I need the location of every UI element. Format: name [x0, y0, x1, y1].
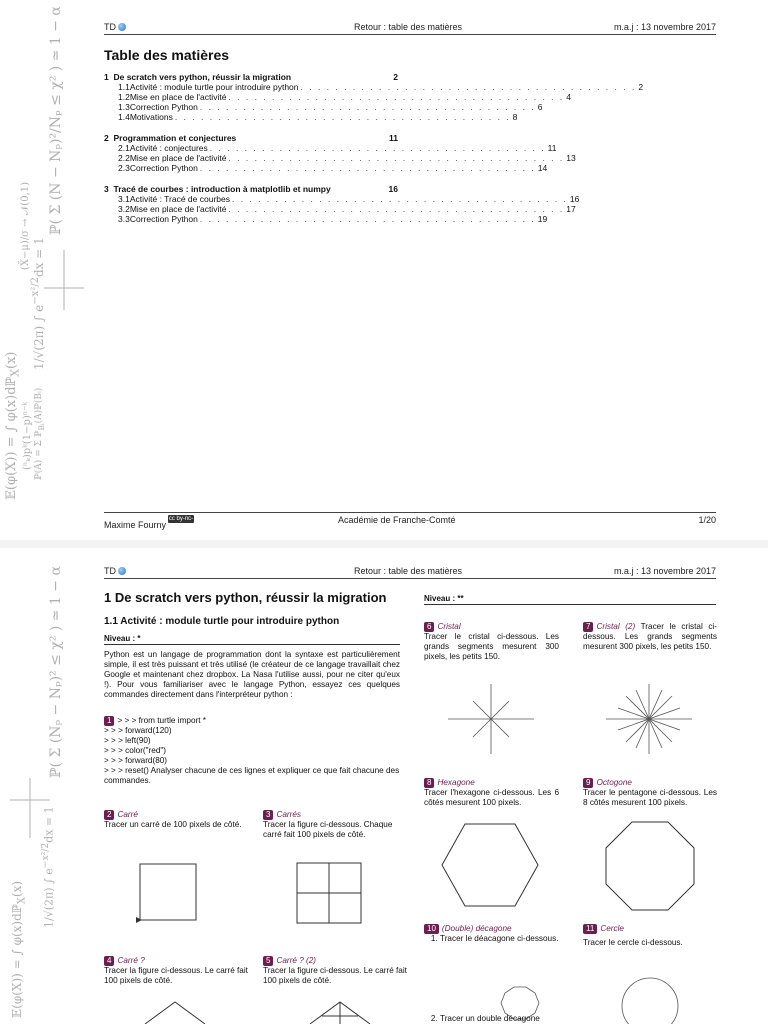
- intro-paragraph: Python est un langage de programmation dont la syntaxe est particulièrement simple, il est très puissant et très utilisé (le créateur de ce langage travaillait chez Google et maintenant chez dropbox. La Nasa l'utilise aussi, pour ne citer qu'eux !). Pour vous familiariser avec le langage Python, essayez ces quelques commandes directement dans l'interpréteur python :: [104, 650, 400, 699]
- formula-expectation-2: 𝔼(φ(X)) = ∫ φ(x)dℙ$_X$(x): [10, 880, 28, 1018]
- footer-author: Maxime Fourny: [104, 520, 167, 530]
- toc-section-2[interactable]: [104, 133, 398, 143]
- toc-entry-3-1[interactable]: [104, 194, 580, 204]
- toc-entry-number: 2.1: [118, 143, 130, 153]
- toc-entry-page: 2: [638, 82, 644, 92]
- toc-section-page: 2: [393, 72, 398, 82]
- exercise-title: Cristal (2): [596, 622, 636, 631]
- toc-leader-dots: . . . . . . . . . . . . . . . . . . . . . . . . . . . . . . . . . . . . . . .: [232, 194, 568, 204]
- toc-section-3[interactable]: [104, 184, 398, 194]
- toc-entry-page: 16: [569, 194, 580, 204]
- toc-entry-3-2[interactable]: [104, 204, 576, 214]
- toc-entry-2-1[interactable]: [104, 143, 557, 153]
- license-badge-icon: cc by-nc-sa: [168, 516, 194, 530]
- exercise-title: Cristal: [437, 622, 461, 631]
- exercise-text: Tracer la figure ci-dessous. Le carré fait 100 pixels de côté.: [263, 966, 407, 985]
- exercise-text: Tracer le cristal ci-dessous. Les grands segments mesurent 300 pixels, les petits 150.: [583, 622, 717, 651]
- toc-entry-number: 3.1: [118, 194, 130, 204]
- exercise-badge: 6: [424, 622, 434, 632]
- toc-title: Table des matières: [104, 47, 230, 63]
- exercise-badge: 3: [263, 810, 273, 820]
- axis-sketch: [44, 250, 84, 310]
- header-center-link[interactable]: Retour : table des matières: [354, 22, 463, 32]
- exercise-title: Carré: [117, 810, 138, 819]
- exercise-badge: 11: [583, 924, 597, 934]
- exercise-10-item-2: [424, 1014, 562, 1024]
- header-rule: [104, 34, 716, 35]
- toc-entry-title: Activité : conjectures: [129, 143, 208, 153]
- exercise-title: Carré ?: [117, 956, 145, 965]
- code-line: > > > reset() Analyser chacune de ces lignes et expliquer ce que fait chacune des commandes.: [104, 766, 400, 785]
- footer-institution: Académie de Franche-Comté: [338, 515, 456, 525]
- toc-entry-page: 13: [566, 153, 576, 163]
- header-td-label: TD: [104, 22, 116, 32]
- toc-section-title: Programmation et conjectures: [113, 133, 237, 143]
- toc-entry-1-2[interactable]: [104, 92, 571, 102]
- toc-entry-number: 3.3: [118, 214, 130, 224]
- exercise-title: (Double) décagone: [441, 924, 512, 933]
- toc-leader-dots: . . . . . . . . . . . . . . . . . . . . . . . . . . . . . . . . . . . . . . .: [209, 143, 546, 153]
- header-td-label: TD: [104, 566, 116, 576]
- figure-circle: [620, 974, 680, 1024]
- exercise-text: Tracer la figure ci-dessous. Chaque carré fait 100 pixels de côté.: [263, 820, 393, 839]
- exercise-6: [424, 622, 559, 662]
- formula-binomial: (ⁿₖ)pᵏ(1−p)ⁿ⁻ᵏ: [22, 401, 33, 470]
- decorative-formula-margin-2: [0, 548, 90, 1024]
- toc-entry-page: 4: [566, 92, 571, 102]
- toc-leader-dots: . . . . . . . . . . . . . . . . . . . . . . . . . . . . . . . . . . . . . . .: [174, 112, 511, 122]
- toc-section-title: De scratch vers python, réussir la migration: [113, 72, 292, 82]
- page-separator: [0, 540, 768, 548]
- toc-section-page: 11: [389, 133, 398, 143]
- formula-total-prob: ℙ(A) = Σ ℙ$_{Bᵢ}$(A)ℙ(Bᵢ): [34, 387, 46, 480]
- toc-leader-dots: . . . . . . . . . . . . . . . . . . . . . . . . . . . . . . . . . . . . . . .: [199, 163, 536, 173]
- toc-entry-title: Motivations: [129, 112, 173, 122]
- formula-clt: (X̄−μ)/σ → 𝒩(0,1): [20, 181, 31, 270]
- toc-entry-page: 17: [566, 204, 576, 214]
- figure-crystal: [448, 682, 534, 756]
- figure-rotated-square: [135, 1000, 215, 1024]
- figure-four-squares: [292, 860, 364, 926]
- toc-entry-page: 8: [512, 112, 518, 122]
- level-indicator-2: Niveau : **: [424, 594, 716, 605]
- toc-leader-dots: . . . . . . . . . . . . . . . . . . . . . . . . . . . . . . . . . . . . . . .: [199, 214, 536, 224]
- toc-entry-1-4[interactable]: [104, 112, 518, 122]
- toc-entry-3-3[interactable]: [104, 214, 548, 224]
- exercise-badge: 9: [583, 778, 593, 788]
- toc-entry-page: 19: [537, 214, 548, 224]
- toc-entry-title: Mise en place de l'activité: [129, 204, 227, 214]
- exercise-badge: 4: [104, 956, 114, 966]
- header-left-2: [104, 566, 126, 576]
- toc-section-number: 2: [104, 133, 109, 143]
- code-line: > > > forward(120): [104, 726, 172, 735]
- code-block: [104, 716, 400, 786]
- exercise-title: Octogone: [596, 778, 632, 787]
- header-left: [104, 22, 126, 32]
- footer-author-block: [104, 515, 194, 530]
- toc-entry-title: Activité : module turtle pour introduire python: [129, 82, 299, 92]
- toc-entry-number: 2.3: [118, 163, 130, 173]
- figure-square: [130, 862, 200, 924]
- code-line-text: > > > from turtle import *: [117, 716, 206, 725]
- code-line: > > > forward(80): [104, 756, 168, 765]
- figure-octagon: [604, 820, 696, 912]
- exercise-text: Tracer le cercle ci-dessous.: [583, 938, 683, 947]
- figure-hexagon: [440, 820, 540, 910]
- exercise-text: Tracer l'hexagone ci-dessous. Les 6 côtés mesurent 100 pixels.: [424, 788, 559, 807]
- exercise-text: Tracer le pentagone ci-dessous. Les 8 côtés mesurent 100 pixels.: [583, 788, 717, 807]
- toc-entry-2-3[interactable]: [104, 163, 548, 173]
- toc-entry-title: Activité : Tracé de courbes: [129, 194, 230, 204]
- toc-entry-number: 1.2: [118, 92, 130, 102]
- table-of-contents: [104, 72, 644, 224]
- toc-entry-title: Mise en place de l'activité: [129, 92, 227, 102]
- exercise-title: Hexagone: [437, 778, 475, 787]
- figure-rotated-square-with-cross: [300, 1000, 380, 1024]
- toc-leader-dots: . . . . . . . . . . . . . . . . . . . . . . . . . . . . . . . . . . . . . . .: [228, 153, 565, 163]
- axis-sketch-2: [10, 778, 50, 838]
- toc-entry-number: 1.1: [118, 82, 130, 92]
- exercise-5: [263, 956, 413, 986]
- toc-entry-number: 2.2: [118, 153, 130, 163]
- toc-leader-dots: . . . . . . . . . . . . . . . . . . . . . . . . . . . . . . . . . . . . . . .: [300, 82, 637, 92]
- toc-section-title: Tracé de courbes : introduction à matplotlib et numpy: [113, 184, 331, 194]
- toc-entry-title: Correction Python: [129, 102, 198, 112]
- exercise-3: [263, 810, 403, 840]
- toc-entry-title: Correction Python: [129, 214, 198, 224]
- globe-icon[interactable]: [118, 567, 126, 575]
- toc-section-1[interactable]: [104, 72, 398, 82]
- exercise-7: [583, 622, 717, 652]
- header-date-2: m.a.j : 13 novembre 2017: [613, 566, 716, 576]
- toc-leader-dots: . . . . . . . . . . . . . . . . . . . . . . . . . . . . . . . . . . . . . . .: [228, 204, 565, 214]
- toc-entry-2-2[interactable]: [104, 153, 576, 163]
- exercise-badge: 2: [104, 810, 114, 820]
- exercise-text: Tracer le cristal ci-dessous. Les grands segments mesurent 300 pixels, les petits 150.: [424, 632, 559, 661]
- globe-icon[interactable]: [118, 23, 126, 31]
- formula-gauss-2: 1/√(2π) ∫ $e^{-x^2/2}dx = 1$: [40, 806, 56, 928]
- formula-chi2: ℙ( Σ (N − Nₚ)²/Nₚ ≤ χ² ) ≃ 1 − α: [48, 6, 64, 235]
- formula-chi2-2: ℙ( Σ (Nₚ − Nₚ)² ≤ χ² ) ≃ 1 − α: [48, 566, 64, 778]
- section-title: 1 De scratch vers python, réussir la migration: [104, 590, 387, 605]
- toc-section-number: 1: [104, 72, 109, 82]
- header-center-link-2[interactable]: Retour : table des matières: [354, 566, 463, 576]
- header-rule-2: [104, 578, 716, 579]
- toc-entry-number: 3.2: [118, 204, 130, 214]
- toc-section-page: 16: [388, 184, 398, 194]
- toc-leader-dots: . . . . . . . . . . . . . . . . . . . . . . . . . . . . . . . . . . . . . . .: [228, 92, 565, 102]
- exercise-4: [104, 956, 254, 986]
- formula-expectation: 𝔼(φ(X)) = ∫ φ(x)dℙ$_X$(x): [4, 351, 22, 500]
- exercise-title: Carré ? (2): [276, 956, 317, 965]
- exercise-2: [104, 810, 244, 830]
- exercise-title: Cercle: [600, 924, 624, 933]
- figure-crystal-2: [606, 682, 692, 756]
- exercise-text: Tracer la figure ci-dessous. Le carré fait 100 pixels de côté.: [104, 966, 248, 985]
- exercise-item: 1. Tracer le déacagone ci-dessous.: [440, 934, 562, 944]
- toc-section-number: 3: [104, 184, 109, 194]
- toc-entry-1-3[interactable]: [104, 102, 543, 112]
- exercise-badge: 7: [583, 622, 593, 632]
- exercise-badge: 8: [424, 778, 434, 788]
- exercise-badge: 1: [104, 716, 114, 726]
- code-line: > > > left(90): [104, 736, 151, 745]
- exercise-item: 2. Tracer un double décagone: [440, 1014, 562, 1024]
- exercise-text: Tracer un carré de 100 pixels de côté.: [104, 820, 242, 829]
- exercise-badge: 5: [263, 956, 273, 966]
- code-line: [104, 716, 400, 726]
- level-indicator-1: Niveau : *: [104, 634, 400, 645]
- code-line: > > > color("red"): [104, 746, 167, 755]
- footer-rule: [104, 512, 716, 513]
- formula-gauss: 1/√(2π) ∫ $e^{-x^2/2}dx = 1$: [30, 237, 46, 370]
- exercise-10: [424, 924, 562, 944]
- toc-entry-page: 11: [547, 143, 557, 153]
- exercise-badge: 10: [424, 924, 439, 934]
- toc-entry-title: Mise en place de l'activité: [129, 153, 227, 163]
- subsection-title: 1.1 Activité : module turtle pour introduire python: [104, 616, 340, 627]
- exercise-11: [583, 924, 717, 948]
- exercise-8: [424, 778, 559, 808]
- toc-entry-number: 1.3: [118, 102, 130, 112]
- toc-entry-number: 1.4: [118, 112, 130, 122]
- exercise-title: Carrés: [276, 810, 302, 819]
- footer-page-number: 1/20: [698, 515, 716, 525]
- toc-entry-page: 14: [537, 163, 548, 173]
- exercise-9: [583, 778, 717, 808]
- toc-leader-dots: . . . . . . . . . . . . . . . . . . . . . . . . . . . . . . . . . . . . . . .: [199, 102, 536, 112]
- toc-entry-title: Correction Python: [129, 163, 198, 173]
- header-date: m.a.j : 13 novembre 2017: [613, 22, 716, 32]
- toc-entry-1-1[interactable]: [104, 82, 644, 92]
- toc-entry-page: 6: [537, 102, 543, 112]
